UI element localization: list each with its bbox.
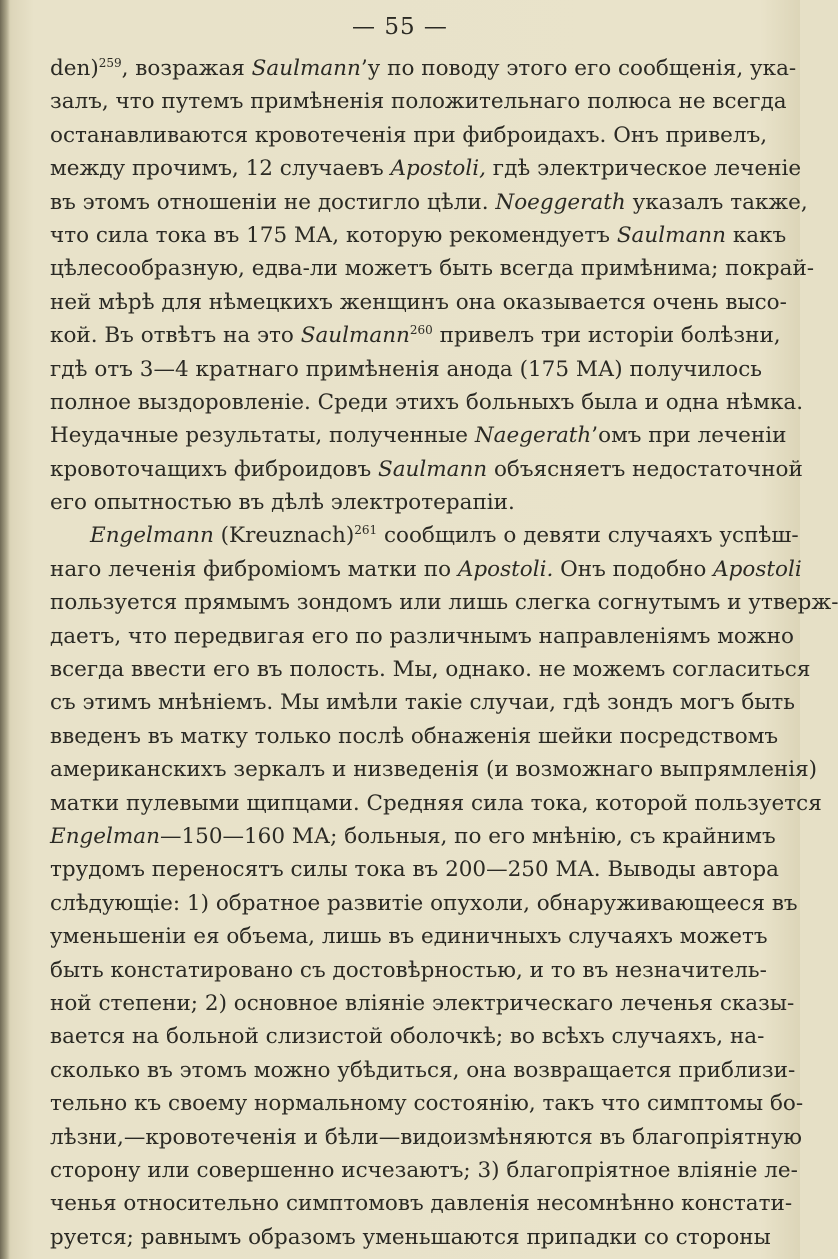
author-name: Saulmann [251, 56, 361, 81]
text-run: кой. Въ отвѣтъ на это [50, 323, 301, 349]
text-run: между прочимъ, 12 случаевъ [50, 156, 391, 182]
page-number: — 55 — [352, 14, 448, 40]
text-run: залъ, что путемъ примѣненія положительнаго полюса не всегда [50, 89, 787, 115]
body-text [50, 52, 838, 1254]
text-run: съ этимъ мнѣніемъ. Мы имѣли такіе случаи, гдѣ зондъ могъ быть [50, 690, 795, 716]
text-line [50, 553, 802, 586]
text-line [50, 853, 779, 886]
text-line [50, 720, 779, 753]
text-line [50, 52, 797, 85]
author-name: Noeggerath [495, 189, 626, 215]
text-line [50, 1221, 771, 1254]
text-run: ней мѣрѣ для нѣмецкихъ женщинъ она оказывается очень высо- [50, 289, 787, 315]
text-run: указалъ также, [625, 189, 808, 215]
text-line [50, 85, 787, 118]
text-line [50, 186, 808, 219]
author-name: Engelmann [90, 523, 214, 549]
text-run: въ этомъ отношеніи не достигло цѣли. [50, 189, 496, 215]
text-line [50, 286, 787, 319]
text-line [50, 1020, 765, 1053]
text-run: Неудачные результаты, полученные [50, 423, 475, 449]
text-run: сколько въ этомъ можно убѣдиться, она возвращается приблизи- [50, 1057, 796, 1083]
text-run: всегда ввести его въ полость. Мы, однако. не можемъ согласиться [50, 657, 811, 683]
author-name: Saulmann [377, 456, 488, 482]
text-line [50, 987, 795, 1020]
footnote-ref: 260 [409, 322, 433, 337]
text-run: гдѣ отъ 3—4 кратнаго примѣненія анода (175 МА) получилось [50, 356, 762, 382]
text-line [50, 1121, 802, 1154]
text-run: трудомъ переносятъ силы тока въ 200—250 МА. Выводы автора [50, 857, 779, 883]
text-line [50, 620, 794, 653]
text-run: введенъ въ матку только послѣ обнаженія шейки посредствомъ [50, 723, 779, 749]
text-run: сообщилъ о девяти случаяхъ успѣш- [377, 523, 799, 549]
text-run: останавливаются кровотеченія при фиброидахъ. Онъ привелъ, [50, 122, 768, 148]
text-run: какъ [725, 222, 787, 248]
text-run: наго леченія фиброміомъ матки по [50, 556, 458, 582]
text-line [50, 119, 768, 152]
text-line [50, 887, 798, 920]
text-run: лѣзни,—кровотеченія и бѣли—видоизмѣняются въ благопріятную [50, 1124, 802, 1150]
text-line [50, 419, 787, 452]
author-name: Engelman [50, 823, 160, 849]
text-run: руется; равнымъ образомъ уменьшаются припадки со стороны [50, 1224, 771, 1250]
text-run: ’у по поводу этого его сообщенія, ука- [360, 56, 797, 81]
text-run: быть констатировано съ достовѣрностью, и то въ незначитель- [50, 957, 767, 983]
author-name: Naegerath [474, 423, 592, 449]
text-run: привелъ три исторіи болѣзни, [432, 323, 781, 349]
text-run: тельно къ своему нормальному состоянію, такъ что симптомы бо- [50, 1091, 804, 1117]
footnote-ref: 261 [354, 523, 378, 538]
author-name: Saulmann [616, 222, 726, 248]
author-name: Apostoli. [457, 556, 554, 582]
text-run: кровоточащихъ фиброидовъ [50, 456, 378, 482]
book-spine-shadow [0, 0, 10, 1259]
text-line [50, 453, 803, 486]
text-run: объясняетъ недостаточной [487, 456, 803, 482]
text-line [50, 820, 776, 853]
text-line [50, 353, 762, 386]
text-run: , возражая [121, 56, 252, 81]
text-run: его опытностью въ дѣлѣ электротерапіи. [50, 490, 515, 516]
text-run: пользуется прямымъ зондомъ или лишь слегка согнутымъ и утверж- [50, 590, 838, 616]
text-line [50, 1187, 793, 1220]
text-line [50, 653, 811, 686]
text-line [50, 753, 818, 786]
text-line [50, 219, 787, 252]
text-run: что сила тока въ 175 МА, которую рекомендуетъ [50, 222, 617, 248]
text-line [50, 586, 838, 619]
text-run: американскихъ зеркалъ и низведенія (и возможнаго выпрямленія) [50, 757, 818, 783]
text-line [50, 686, 795, 719]
text-run: уменьшеніи ея объема, лишь въ единичныхъ случаяхъ можетъ [50, 924, 768, 950]
text-line [50, 1054, 796, 1087]
text-run: даетъ, что передвигая его по различнымъ направленіямъ можно [50, 623, 794, 649]
text-run: ’омъ при леченіи [591, 423, 787, 449]
text-run: den) [50, 56, 99, 81]
footnote-ref: 259 [98, 55, 122, 70]
text-line [50, 1154, 798, 1187]
text-run: вается на больной слизистой оболочкѣ; во всѣхъ случаяхъ, на- [50, 1024, 765, 1050]
text-line [50, 787, 822, 820]
text-line [50, 920, 768, 953]
text-run: Онъ подобно [553, 556, 714, 582]
author-name: Apostoli, [390, 156, 486, 182]
text-run: ченья относительно симптомовъ давленія несомнѣнно констати- [50, 1191, 793, 1217]
text-run: ной степени; 2) основное вліяніе электрическаго леченья сказы- [50, 990, 795, 1016]
text-line [50, 152, 802, 185]
text-run: полное выздоровленіе. Среди этихъ больныхъ была и одна нѣмка. [50, 389, 804, 415]
text-line [50, 519, 799, 552]
text-line [50, 486, 762, 519]
author-name: Apostoli [713, 556, 802, 582]
text-run: матки пулевыми щипцами. Средняя сила тока, которой пользуется [50, 790, 822, 816]
text-run: сторону или совершенно исчезаютъ; 3) благопріятное вліяніе ле- [50, 1157, 798, 1183]
text-run: цѣлесообразную, едва-ли можетъ быть всегда примѣнима; покрай- [50, 256, 815, 282]
text-run: —150—160 МА; больныя, по его мнѣнію, съ крайнимъ [159, 823, 776, 849]
author-name: Saulmann [300, 323, 410, 349]
text-run: гдѣ электрическое леченіе [485, 156, 802, 182]
text-line [50, 319, 781, 352]
text-run: (Kreuznach) [213, 523, 355, 549]
text-line [50, 954, 767, 987]
text-line [50, 386, 804, 419]
text-line [50, 252, 815, 285]
text-line [50, 1087, 804, 1120]
text-run: слѣдующіе: 1) обратное развитіе опухоли, обнаруживающееся въ [50, 890, 798, 916]
